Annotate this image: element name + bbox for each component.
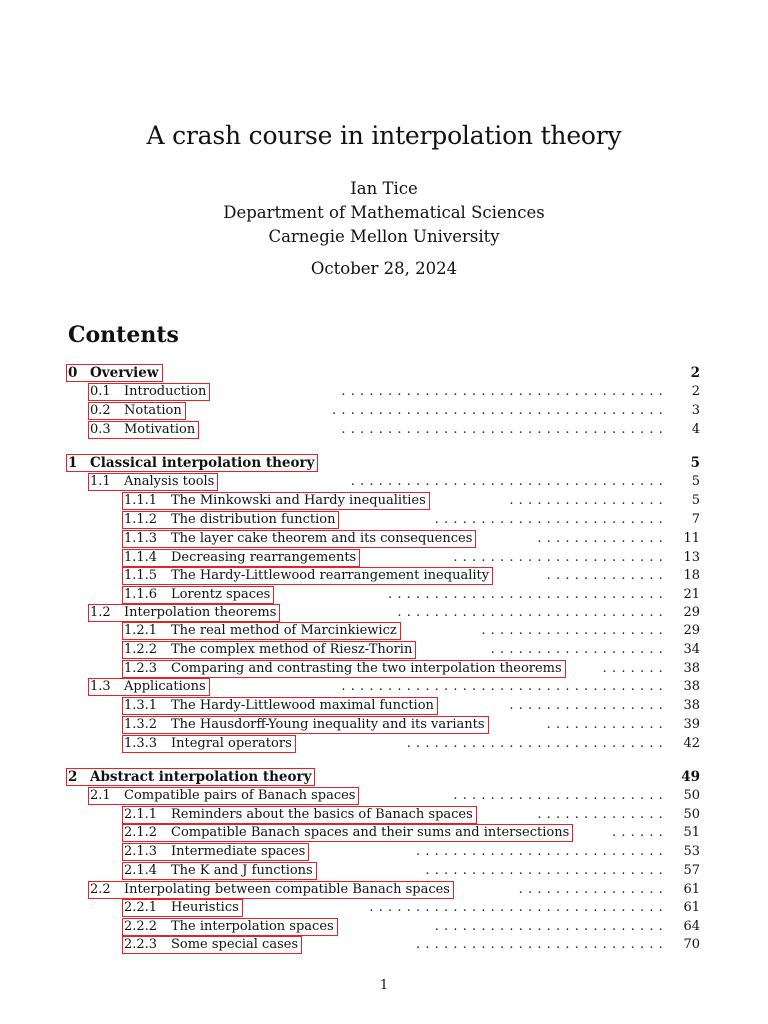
toc-entry-number[interactable]: 2.1	[90, 788, 111, 803]
toc-entry-title[interactable]: Applications	[124, 679, 206, 694]
toc-entry[interactable]	[0, 586, 768, 604]
toc-entry[interactable]	[0, 806, 768, 824]
toc-entry[interactable]	[0, 862, 768, 880]
toc-entry[interactable]	[0, 622, 768, 640]
toc-entry-title[interactable]: Notation	[124, 403, 182, 418]
toc-entry-number[interactable]: 1.3.1	[124, 698, 158, 713]
author-department: Department of Mathematical Sciences	[223, 203, 545, 222]
toc-entry-page[interactable]: 70	[683, 937, 700, 952]
toc-entry[interactable]	[0, 402, 768, 420]
toc-entry-number[interactable]: 1.1.2	[124, 512, 158, 527]
toc-entry-title[interactable]: The interpolation spaces	[171, 919, 334, 934]
toc-leader-dots: .........................	[434, 919, 668, 934]
toc-entry-title[interactable]: Abstract interpolation theory	[90, 769, 312, 785]
toc-entry-number[interactable]: 1.3.2	[124, 717, 158, 732]
toc-leader-dots: ..............	[537, 531, 668, 546]
toc-entry-page[interactable]: 18	[683, 568, 700, 583]
toc-entry-title[interactable]: The real method of Marcinkiewicz	[171, 623, 397, 638]
toc-entry[interactable]	[0, 473, 768, 491]
toc-entry-page[interactable]: 57	[683, 863, 700, 878]
toc-entry[interactable]	[0, 549, 768, 567]
toc-entry[interactable]	[0, 364, 768, 382]
toc-leader-dots: ...........................	[416, 937, 668, 952]
toc-entry-number[interactable]: 1.2.2	[124, 642, 158, 657]
toc-entry-page[interactable]: 38	[683, 698, 700, 713]
toc-leader-dots: ....................................	[332, 403, 668, 418]
toc-leader-dots: ..............................	[388, 587, 668, 602]
toc-entry[interactable]	[0, 716, 768, 734]
toc-entry-title[interactable]: Comparing and contrasting the two interpolation theorems	[171, 661, 562, 676]
toc-leader-dots: ...........................	[416, 844, 668, 859]
toc-entry-number[interactable]: 2.1.3	[124, 844, 158, 859]
toc-entry-number[interactable]: 1.3.3	[124, 736, 158, 751]
toc-entry-page[interactable]: 34	[683, 642, 700, 657]
toc-entry-number[interactable]: 1.1	[90, 474, 111, 489]
toc-entry-page[interactable]: 38	[683, 661, 700, 676]
toc-entry[interactable]	[0, 660, 768, 678]
toc-entry-title[interactable]: The complex method of Riesz-Thorin	[171, 642, 413, 657]
toc-entry-title[interactable]: The Hardy-Littlewood rearrangement inequality	[171, 568, 490, 583]
author-name: Ian Tice	[350, 179, 418, 198]
contents-heading: Contents	[68, 322, 179, 348]
toc-leader-dots: .......................	[453, 788, 668, 803]
toc-entry-number[interactable]: 2.1.2	[124, 825, 158, 840]
toc-entry-title[interactable]: The K and J functions	[171, 863, 313, 878]
toc-entry-page[interactable]: 7	[691, 512, 700, 527]
toc-entry[interactable]	[0, 918, 768, 936]
toc-entry[interactable]	[0, 881, 768, 899]
toc-entry-number[interactable]: 0.3	[90, 422, 111, 437]
toc-leader-dots: ..............	[537, 807, 668, 822]
toc-leader-dots: .......	[602, 661, 668, 676]
toc-entry[interactable]	[0, 421, 768, 439]
toc-entry-number[interactable]: 2	[68, 769, 78, 785]
toc-entry-number[interactable]: 2.1.1	[124, 807, 158, 822]
toc-entry[interactable]	[0, 899, 768, 917]
toc-leader-dots: .......................	[453, 550, 668, 565]
toc-entry-title[interactable]: The Hausdorff-Young inequality and its variants	[171, 717, 485, 732]
document-title: A crash course in interpolation theory	[146, 121, 622, 150]
toc-leader-dots: .................	[509, 493, 668, 508]
toc-entry-page[interactable]: 53	[683, 844, 700, 859]
toc-entry[interactable]	[0, 824, 768, 842]
toc-entry-page[interactable]: 50	[683, 807, 700, 822]
toc-entry-title[interactable]: Compatible pairs of Banach spaces	[124, 788, 356, 803]
toc-entry-number[interactable]: 2.2.1	[124, 900, 158, 915]
toc-entry-page[interactable]: 49	[681, 769, 700, 785]
toc-entry-number[interactable]: 2.2.2	[124, 919, 158, 934]
toc-entry-page[interactable]: 29	[683, 605, 700, 620]
toc-entry-title[interactable]: Overview	[90, 365, 159, 381]
toc-entry-page[interactable]: 50	[683, 788, 700, 803]
toc-leader-dots: ................................	[369, 900, 668, 915]
toc-entry-number[interactable]: 1.2	[90, 605, 111, 620]
toc-entry-page[interactable]: 29	[683, 623, 700, 638]
toc-entry-title[interactable]: Analysis tools	[124, 474, 215, 489]
toc-entry-title[interactable]: The Hardy-Littlewood maximal function	[171, 698, 434, 713]
toc-entry-number[interactable]: 1.1.5	[124, 568, 158, 583]
toc-entry-number[interactable]: 0.2	[90, 403, 111, 418]
toc-entry[interactable]	[0, 735, 768, 753]
toc-entry-page[interactable]: 61	[683, 900, 700, 915]
toc-entry-title[interactable]: Lorentz spaces	[171, 587, 271, 602]
toc-entry-page[interactable]: 13	[683, 550, 700, 565]
toc-entry[interactable]	[0, 843, 768, 861]
toc-entry-number[interactable]: 1.3	[90, 679, 111, 694]
toc-entry-page[interactable]: 61	[683, 882, 700, 897]
toc-entry-title[interactable]: Intermediate spaces	[171, 844, 306, 859]
toc-leader-dots: ...................................	[341, 384, 668, 399]
toc-entry-page[interactable]: 5	[691, 474, 700, 489]
toc-entry-title[interactable]: Classical interpolation theory	[90, 455, 315, 471]
toc-leader-dots: ..........................	[425, 863, 668, 878]
toc-entry-number[interactable]: 1.1.1	[124, 493, 158, 508]
toc-entry-title[interactable]: Motivation	[124, 422, 196, 437]
toc-entry-page[interactable]: 21	[683, 587, 700, 602]
toc-entry-number[interactable]: 0	[68, 365, 78, 381]
toc-leader-dots: ...................................	[341, 422, 668, 437]
toc-leader-dots: ..................................	[350, 474, 668, 489]
toc-entry-title[interactable]: Compatible Banach spaces and their sums and intersections	[171, 825, 570, 840]
toc-entry-title[interactable]: Reminders about the basics of Banach spaces	[171, 807, 473, 822]
toc-leader-dots: ......	[612, 825, 668, 840]
toc-entry-page[interactable]: 2	[691, 384, 700, 399]
toc-entry[interactable]	[0, 787, 768, 805]
toc-entry[interactable]	[0, 768, 768, 786]
toc-entry-title[interactable]: Introduction	[124, 384, 207, 399]
toc-entry-page[interactable]: 42	[683, 736, 700, 751]
toc-leader-dots: .............................	[397, 605, 668, 620]
toc-entry[interactable]	[0, 383, 768, 401]
toc-leader-dots: .............	[546, 717, 668, 732]
toc-entry-page[interactable]: 51	[683, 825, 700, 840]
toc-entry[interactable]	[0, 604, 768, 622]
author-university: Carnegie Mellon University	[268, 227, 500, 246]
toc-leader-dots: ...................	[490, 642, 668, 657]
toc-leader-dots: .............	[546, 568, 668, 583]
toc-entry-page[interactable]: 11	[683, 531, 700, 546]
toc-entry-number[interactable]: 2.1.4	[124, 863, 158, 878]
toc-leader-dots: ...................................	[341, 679, 668, 694]
toc-entry[interactable]	[0, 936, 768, 954]
toc-entry-title[interactable]: Interpolation theorems	[124, 605, 277, 620]
toc-entry-title[interactable]: The layer cake theorem and its consequences	[171, 531, 473, 546]
toc-leader-dots: .........................	[434, 512, 668, 527]
toc-entry-title[interactable]: The Minkowski and Hardy inequalities	[171, 493, 426, 508]
toc-leader-dots: ................	[518, 882, 668, 897]
page-number: 1	[379, 978, 389, 993]
toc-entry-title[interactable]: The distribution function	[171, 512, 336, 527]
toc-entry-page[interactable]: 64	[683, 919, 700, 934]
toc-entry-number[interactable]: 2.2.3	[124, 937, 158, 952]
toc-entry-number[interactable]: 1.2.1	[124, 623, 158, 638]
toc-entry[interactable]	[0, 697, 768, 715]
toc-entry-title[interactable]: Interpolating between compatible Banach spaces	[124, 882, 450, 897]
toc-entry-number[interactable]: 1.1.4	[124, 550, 158, 565]
toc-entry[interactable]	[0, 641, 768, 659]
toc-entry-number[interactable]: 1	[68, 455, 78, 471]
toc-entry-page[interactable]: 5	[690, 455, 700, 471]
toc-entry-number[interactable]: 0.1	[90, 384, 111, 399]
toc-entry[interactable]	[0, 492, 768, 510]
toc-leader-dots: .................	[509, 698, 668, 713]
toc-entry-page[interactable]: 2	[690, 365, 700, 381]
toc-entry-page[interactable]: 4	[691, 422, 700, 437]
toc-leader-dots: ....................	[481, 623, 668, 638]
toc-entry-title[interactable]: Some special cases	[171, 937, 299, 952]
toc-entry-page[interactable]: 38	[683, 679, 700, 694]
toc-entry-title[interactable]: Decreasing rearrangements	[171, 550, 357, 565]
document-date: October 28, 2024	[310, 259, 458, 278]
toc-entry-page[interactable]: 39	[683, 717, 700, 732]
toc-entry-page[interactable]: 3	[691, 403, 700, 418]
toc-entry[interactable]	[0, 530, 768, 548]
toc-entry[interactable]	[0, 454, 768, 472]
toc-entry-title[interactable]: Integral operators	[171, 736, 292, 751]
toc-leader-dots: ............................	[406, 736, 668, 751]
toc-entry-number[interactable]: 1.2.3	[124, 661, 158, 676]
toc-entry[interactable]	[0, 511, 768, 529]
toc-entry-number[interactable]: 1.1.6	[124, 587, 158, 602]
toc-entry-number[interactable]: 2.2	[90, 882, 111, 897]
toc-entry[interactable]	[0, 567, 768, 585]
toc-entry-number[interactable]: 1.1.3	[124, 531, 158, 546]
toc-entry[interactable]	[0, 678, 768, 696]
toc-entry-page[interactable]: 5	[691, 493, 700, 508]
toc-entry-title[interactable]: Heuristics	[171, 900, 239, 915]
